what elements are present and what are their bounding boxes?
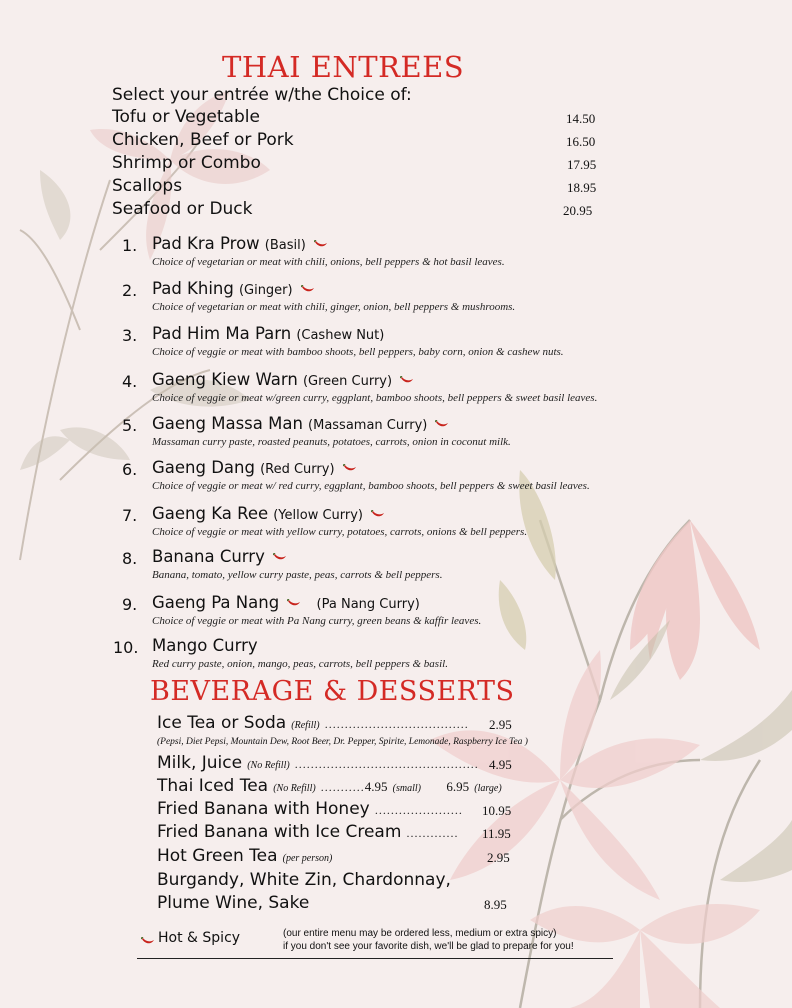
item-name: Pad Him Ma Parn xyxy=(152,324,292,343)
beverage-price: 8.95 xyxy=(484,897,507,912)
item-subtitle: (Red Curry) xyxy=(260,462,335,477)
dot-leader: ............. xyxy=(406,826,459,840)
dot-leader: .................................... xyxy=(324,717,469,731)
chili-pepper-icon xyxy=(301,285,315,294)
choice-price: 16.50 xyxy=(566,134,596,149)
item-subtitle: (Ginger) xyxy=(238,283,293,298)
spicy-level-note: (our entire menu may be ordered less, medium or extra spicy) xyxy=(283,928,557,939)
chili-pepper-icon xyxy=(435,420,449,429)
beverage-name: Hot Green Tea xyxy=(157,846,278,866)
item-number: 6. xyxy=(122,460,138,479)
item-description: Choice of veggie or meat with bamboo shoots, bell peppers, baby corn, onion & cashew nuts. xyxy=(152,346,564,358)
beverage-item xyxy=(157,893,309,913)
item-name: Gaeng Kiew Warn xyxy=(152,370,298,389)
item-description: Choice of veggie or meat with Pa Nang curry, green beans & kaffir leaves. xyxy=(152,615,482,627)
custom-dish-note: if you don't see your favorite dish, we'll be glad to prepare for you! xyxy=(283,941,574,952)
item-subtitle: (Pa Nang Curry) xyxy=(316,597,420,612)
choice-price: 18.95 xyxy=(567,180,597,195)
item-subtitle: (Massaman Curry) xyxy=(308,418,428,433)
choice-name: Shrimp or Combo xyxy=(112,153,261,173)
price-large: 6.95 xyxy=(446,779,470,794)
item-number: 4. xyxy=(122,372,138,391)
chili-pepper-icon xyxy=(273,553,287,562)
beverage-item xyxy=(157,753,479,773)
item-number: 10. xyxy=(113,638,139,657)
item-subtitle: (Green Curry) xyxy=(302,374,393,389)
beverage-desserts-title: BEVERAGE & DESSERTS xyxy=(150,676,515,707)
item-number: 5. xyxy=(122,416,138,435)
item-description: Choice of veggie or meat w/green curry, eggplant, bamboo shoots, bell peppers & sweet basil leaves. xyxy=(152,392,598,404)
beverage-note: (Refill) xyxy=(291,720,320,731)
soda-options-list: (Pepsi, Diet Pepsi, Mountain Dew, Root Beer, Dr. Pepper, Spirite, Lemonade, Raspberry Ice Tea ) xyxy=(157,737,528,747)
menu-item-heading xyxy=(152,414,449,433)
item-description: Banana, tomato, yellow curry paste, peas, carrots & bell peppers. xyxy=(152,569,443,581)
item-description: Choice of vegetarian or meat with chili, ginger, onion, bell peppers & mushrooms. xyxy=(152,301,516,313)
beverage-item xyxy=(157,776,502,796)
item-name: Gaeng Massa Man xyxy=(152,414,303,433)
beverage-note: (per person) xyxy=(282,853,333,864)
item-number: 2. xyxy=(122,281,138,300)
beverage-note: (No Refill) xyxy=(273,783,316,794)
beverage-name: Burgandy, White Zin, Chardonnay, xyxy=(157,870,451,890)
dot-leader: ........... xyxy=(320,780,365,794)
menu-item-heading xyxy=(152,636,258,655)
beverage-item xyxy=(157,822,459,842)
item-description: Choice of veggie or meat w/ red curry, eggplant, bamboo shoots, bell peppers & sweet basil leaves. xyxy=(152,480,590,492)
item-number: 9. xyxy=(122,595,138,614)
legend-label: Hot & Spicy xyxy=(158,930,241,946)
item-number: 3. xyxy=(122,326,138,345)
beverage-item xyxy=(157,799,463,819)
item-description: Massaman curry paste, roasted peanuts, potatoes, carrots, onion in coconut milk. xyxy=(152,436,511,448)
beverage-name: Fried Banana with Ice Cream xyxy=(157,822,402,842)
price-small: 4.95 xyxy=(364,779,388,794)
beverage-price: 2.95 xyxy=(489,717,512,732)
item-name: Pad Khing xyxy=(152,279,234,298)
dot-leader: ...................... xyxy=(374,803,463,817)
beverage-name: Plume Wine, Sake xyxy=(157,893,310,913)
menu-item-heading xyxy=(152,504,385,523)
menu-item-heading xyxy=(152,234,328,253)
item-number: 8. xyxy=(122,549,138,568)
item-description: Choice of vegetarian or meat with chili, onions, bell peppers & hot basil leaves. xyxy=(152,256,505,268)
menu-item-heading xyxy=(152,593,420,612)
chili-pepper-icon xyxy=(314,240,328,249)
beverage-item xyxy=(157,713,469,733)
item-name: Gaeng Dang xyxy=(152,458,255,477)
beverage-name: Milk, Juice xyxy=(157,753,243,773)
beverage-note: (No Refill) xyxy=(247,760,290,771)
item-subtitle: (Basil) xyxy=(264,238,306,253)
choice-name: Scallops xyxy=(112,176,183,196)
item-name: Gaeng Pa Nang xyxy=(152,593,280,612)
chili-pepper-icon xyxy=(141,937,155,946)
item-subtitle: (Cashew Nut) xyxy=(296,328,385,343)
item-subtitle: (Yellow Curry) xyxy=(273,508,364,523)
choice-price: 17.95 xyxy=(567,157,597,172)
beverage-name: Ice Tea or Soda xyxy=(157,713,287,733)
item-name: Gaeng Ka Ree xyxy=(152,504,269,523)
beverage-price: 2.95 xyxy=(487,850,510,865)
legend-chili xyxy=(138,931,155,950)
choice-price: 14.50 xyxy=(566,111,596,126)
beverage-price: 4.95 xyxy=(489,757,512,772)
choice-price: 20.95 xyxy=(563,203,593,218)
menu-item-heading xyxy=(152,324,384,343)
item-description: Red curry paste, onion, mango, peas, carrots, bell peppers & basil. xyxy=(152,658,448,670)
menu-item-heading xyxy=(152,458,357,477)
beverage-item xyxy=(157,846,332,866)
chili-pepper-icon xyxy=(287,599,301,608)
size-small: (small) xyxy=(392,783,421,794)
choice-name: Seafood or Duck xyxy=(112,199,253,219)
item-name: Mango Curry xyxy=(152,636,258,655)
beverage-price: 10.95 xyxy=(482,803,512,818)
chili-pepper-icon xyxy=(371,510,385,519)
choice-name: Tofu or Vegetable xyxy=(112,107,260,127)
menu-item-heading xyxy=(152,279,315,298)
item-number: 7. xyxy=(122,506,138,525)
item-number: 1. xyxy=(122,236,138,255)
entree-choice-intro: Select your entrée w/the Choice of: xyxy=(112,85,412,105)
beverage-name: Thai Iced Tea xyxy=(157,776,269,796)
beverage-item xyxy=(157,870,451,890)
chili-pepper-icon xyxy=(343,464,357,473)
beverage-name: Fried Banana with Honey xyxy=(157,799,370,819)
beverage-price: 11.95 xyxy=(482,826,511,841)
menu-item-heading xyxy=(152,370,414,389)
item-name: Banana Curry xyxy=(152,547,265,566)
menu-item-heading xyxy=(152,547,287,566)
item-name: Pad Kra Prow xyxy=(152,234,260,253)
item-description: Choice of veggie or meat with yellow curry, potatoes, carrots, onions & bell peppers. xyxy=(152,526,528,538)
choice-name: Chicken, Beef or Pork xyxy=(112,130,294,150)
thai-entrees-title: THAI ENTREES xyxy=(222,50,465,84)
chili-pepper-icon xyxy=(400,376,414,385)
legend-divider xyxy=(137,958,613,959)
dot-leader: .............................................. xyxy=(294,757,479,771)
size-large: (large) xyxy=(474,783,502,794)
